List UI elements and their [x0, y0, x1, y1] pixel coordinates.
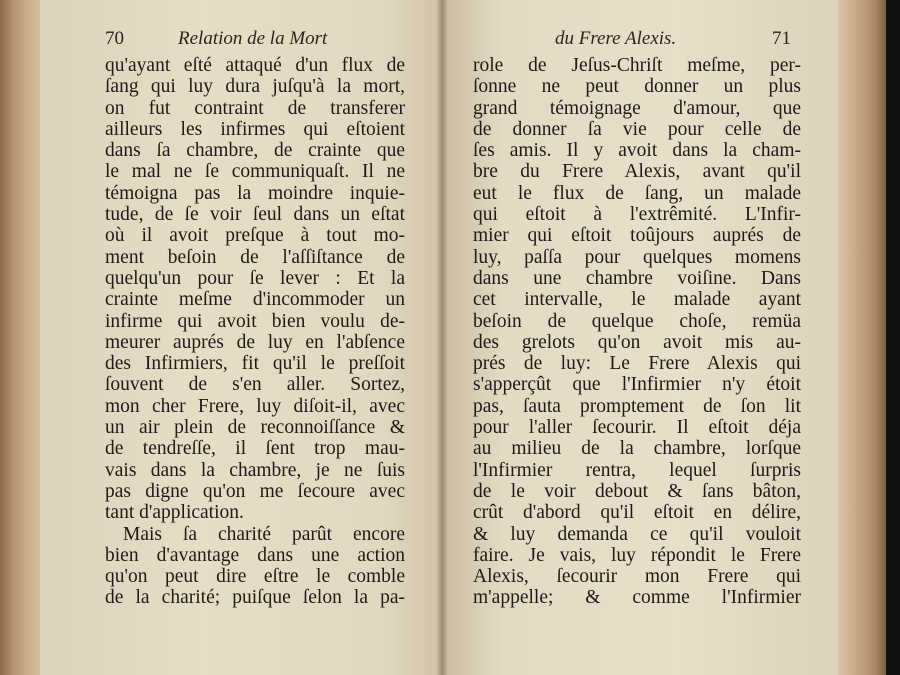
text-line: ſang qui luy dura juſqu'à la mort,: [105, 76, 405, 98]
text-line: Mais ſa charité parût encore: [123, 523, 405, 545]
text-line: mier qui eſtoit toûjours auprés de: [473, 225, 801, 247]
text-line: s'apperçût que l'Infirmier n'y étoit: [473, 374, 801, 396]
text-line: pas, ſauta promptement de ſon lit: [473, 395, 801, 417]
text-line: meurer auprés de luy en l'abſence: [105, 331, 405, 353]
book-edge-left: [0, 0, 44, 675]
text-line: crainte meſme d'incommoder un: [105, 289, 405, 311]
text-line: qui eſtoit à l'extrêmité. L'Infir-: [473, 204, 801, 226]
text-line: crût d'abord qu'il eſtoit en délire,: [473, 502, 801, 524]
text-line: ment beſoin de l'aſſiſtance de: [105, 246, 405, 268]
text-line: infirme qui avoit bien voulu de-: [105, 310, 405, 332]
text-line: tant d'application.: [105, 502, 244, 524]
text-line: témoigna pas la moindre inquie-: [105, 182, 405, 204]
text-line: tude, de ſe voir ſeul dans un eſtat: [105, 204, 405, 226]
text-line: Alexis, ſecourir mon Frere qui: [473, 566, 801, 588]
text-line: de donner ſa vie pour celle de: [473, 118, 801, 140]
text-line: qu'ayant eſté attaqué d'un flux de: [105, 55, 405, 76]
text-line: de la charité; puiſque ſelon la pa-: [105, 587, 405, 609]
text-line: & luy demanda ce qu'il vouloit: [473, 523, 801, 545]
text-line: ſonne ne peut donner un plus: [473, 76, 801, 98]
text-line: luy, paſſa pour quelques momens: [473, 246, 801, 268]
text-line: eut le flux de ſang, un malade: [473, 182, 801, 204]
text-line: ſouvent de s'en aller. Sortez,: [105, 374, 405, 396]
text-line: pour l'aller ſecourir. Il eſtoit déja: [473, 417, 801, 439]
left-page-text: [105, 55, 405, 609]
text-line: ſes amis. Il y avoit dans la cham-: [473, 140, 801, 162]
text-line: dans une chambre voiſine. Dans: [473, 267, 801, 289]
right-page-text: [473, 55, 801, 609]
book-edge-right: [838, 0, 888, 675]
left-page-number: 70: [105, 28, 124, 49]
text-line: pas digne qu'on me ſecoure avec: [105, 480, 405, 502]
text-line: où il avoit preſque à tout mo-: [105, 225, 405, 247]
text-line: beſoin de quelque choſe, remüa: [473, 310, 801, 332]
text-line: quelqu'un pour ſe lever : Et la: [105, 267, 405, 289]
text-line: de le voir debout & ſans bâton,: [473, 480, 801, 502]
text-line: grand témoignage d'amour, que: [473, 97, 801, 119]
text-line: bre du Frere Alexis, avant qu'il: [473, 161, 801, 183]
text-line: role de Jeſus-Chriſt meſme, per-: [473, 55, 801, 76]
right-page-number: 71: [772, 28, 791, 49]
text-line: qu'on peut dire eſtre le comble: [105, 566, 405, 588]
right-running-head: du Frere Alexis.: [555, 28, 677, 49]
text-line: dans ſa chambre, de crainte que: [105, 140, 405, 162]
text-line: faire. Je vais, luy répondit le Frere: [473, 544, 801, 566]
text-line: au milieu de la chambre, lorſque: [473, 438, 801, 460]
text-line: le mal ne ſe communiquaſt. Il ne: [105, 161, 405, 183]
text-line: ailleurs les infirmes qui eſtoient: [105, 118, 405, 140]
text-line: des grelots qu'on avoit mis au-: [473, 331, 801, 353]
text-line: prés de luy: Le Frere Alexis qui: [473, 353, 801, 375]
text-line: de tendreſſe, il ſent trop mau-: [105, 438, 405, 460]
text-line: vais dans la chambre, je ne ſuis: [105, 459, 405, 481]
background: [886, 0, 900, 675]
left-running-head: Relation de la Mort: [178, 28, 328, 49]
text-line: des Infirmiers, fit qu'il le preſſoit: [105, 353, 405, 375]
text-line: cet intervalle, le malade ayant: [473, 289, 801, 311]
text-line: bien d'avantage dans une action: [105, 544, 405, 566]
text-line: m'appelle; & comme l'Infirmier: [473, 587, 801, 609]
text-line: l'Infirmier rentra, lequel ſurpris: [473, 459, 801, 481]
text-line: on fut contraint de transferer: [105, 97, 405, 119]
text-line: mon cher Frere, luy diſoit-il, avec: [105, 395, 405, 417]
text-line: un air plein de reconnoiſſance &: [105, 417, 405, 439]
book-gutter: [436, 0, 448, 675]
